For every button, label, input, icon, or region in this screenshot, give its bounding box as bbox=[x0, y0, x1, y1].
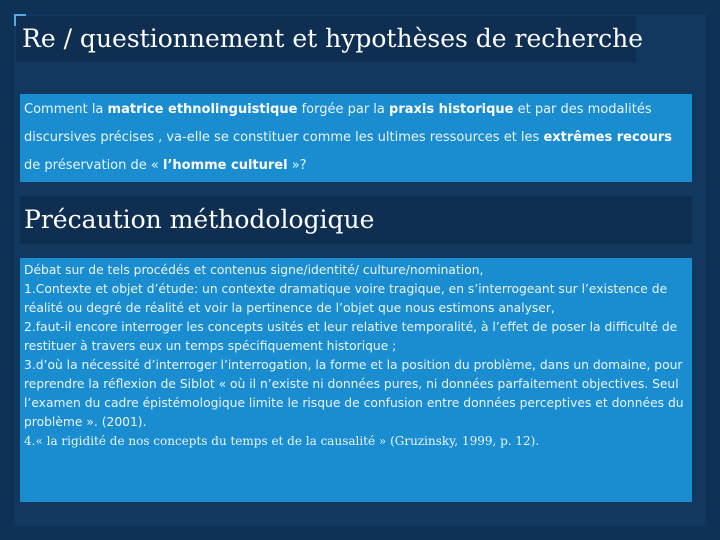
question-emphasis: matrice ethnolinguistique bbox=[107, 102, 298, 117]
methodology-point-4: 4.« la rigidité de nos concepts du temps et de la causalité » (Gruzinsky, 1999, p. 12). bbox=[24, 434, 540, 448]
methodology-point-1: 1.Contexte et objet d’étude: un contexte dramatique voire tragique, en s’interrogeant sur l’existence de réalité ou degré de réalité et voir la pertinence de l’objet que nous estimons analyser, bbox=[24, 282, 668, 315]
question-emphasis: praxis historique bbox=[389, 102, 514, 117]
slide-title: Re / questionnement et hypothèses de recherche bbox=[16, 16, 636, 62]
question-text: Comment la bbox=[24, 102, 108, 117]
research-question-box bbox=[20, 94, 692, 182]
section-subtitle: Précaution méthodologique bbox=[20, 196, 692, 244]
question-text: de préservation de « bbox=[24, 158, 163, 173]
question-emphasis: extrêmes recours bbox=[543, 130, 672, 145]
question-emphasis: l’homme culturel bbox=[162, 158, 288, 173]
methodology-intro: Débat sur de tels procédés et contenus signe/identité/ culture/nomination, bbox=[24, 263, 484, 277]
methodology-box bbox=[20, 258, 692, 502]
methodology-point-2: 2.faut-il encore interroger les concepts usités et leur relative temporalité, à l’effet de poser la difficulté de restituer à travers eux un temps spécifiquement historique ; bbox=[24, 320, 678, 353]
question-text: »? bbox=[287, 158, 307, 173]
methodology-point-3: 3.d’où la nécessité d’interroger l’interrogation, la forme et la position du problème, dans un domaine, pour reprendre la réflexion de Siblot « où il n’existe ni données pures, ni données parfaitement objectives. Seul l’examen du cadre épistémologique limite le risque de confusion entre données perceptives et données du problème ». (2001). bbox=[24, 358, 684, 429]
question-text: forgée par la bbox=[297, 102, 390, 117]
question-text: et par des modalités discursives précises , va-elle se constituer comme les ultimes ressources et les bbox=[24, 102, 652, 145]
